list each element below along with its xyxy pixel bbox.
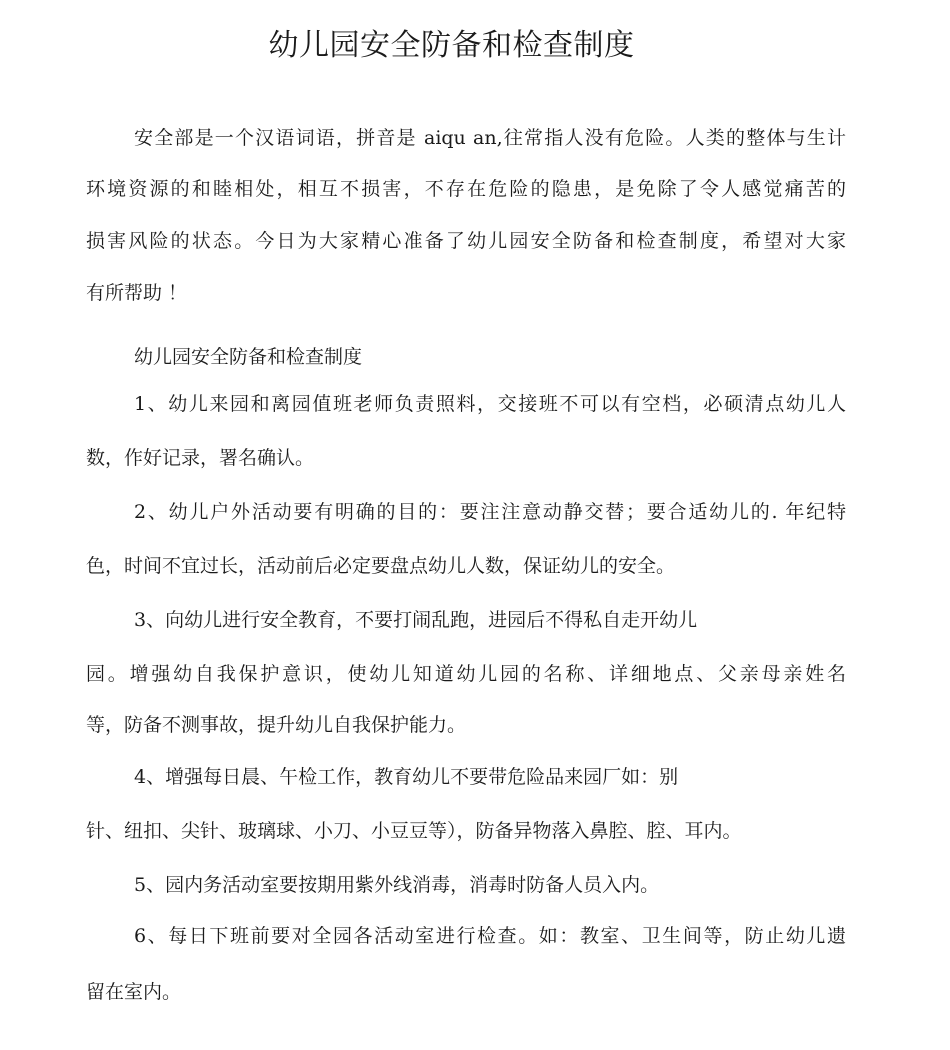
rule-line: 4、增强每日晨、午检工作，教育幼儿不要带危险品来园厂如：别	[134, 766, 679, 788]
intro-line: 安全部是一个汉语词语，拼音是 aiqu an,往常指人没有危险。人类的整体与生计	[134, 127, 846, 149]
section-heading: 幼儿园安全防备和检查制度	[134, 346, 363, 368]
intro-line: 环境资源的和睦相处，相互不损害，不存在危险的隐患，是免除了令人感觉痛苦的	[86, 178, 846, 200]
rule-line: 色，时间不宜过长，活动前后必定要盘点幼儿人数，保证幼儿的安全。	[86, 555, 676, 577]
document-title: 幼儿园安全防备和检查制度	[268, 28, 635, 63]
intro-line: 有所帮助 ！	[86, 282, 188, 304]
rule-line: 2、幼儿户外活动要有明确的目的：要注注意动静交替；要合适幼儿的. 年纪特	[134, 501, 846, 523]
rule-line: 1、幼儿来园和离园值班老师负责照料，交接班不可以有空档，必硕清点幼儿人	[134, 393, 846, 415]
rule-line: 6、每日下班前要对全园各活动室进行检查。如：教室、卫生间等，防止幼儿遗	[134, 925, 846, 947]
rule-line: 园。增强幼自我保护意识，使幼儿知道幼儿园的名称、详细地点、父亲母亲姓名	[86, 663, 846, 685]
rule-line: 等，防备不测事故，提升幼儿自我保护能力。	[86, 714, 467, 736]
intro-line: 损害风险的状态。今日为大家精心准备了幼儿园安全防备和检查制度，希望对大家	[86, 230, 846, 252]
rule-line: 数，作好记录，署名确认。	[86, 447, 315, 469]
rule-line: 留在室内。	[86, 981, 182, 1003]
rule-line: 针、纽扣、尖针、玻璃球、小刀、小豆豆等），防备异物落入鼻腔、腔、耳内。	[86, 820, 742, 842]
rule-line: 3、向幼儿进行安全教育，不要打闹乱跑，进园后不得私自走开幼儿	[134, 609, 698, 631]
rule-line: 5、园内务活动室要按期用紫外线消毒，消毒时防备人员入内。	[134, 874, 660, 896]
